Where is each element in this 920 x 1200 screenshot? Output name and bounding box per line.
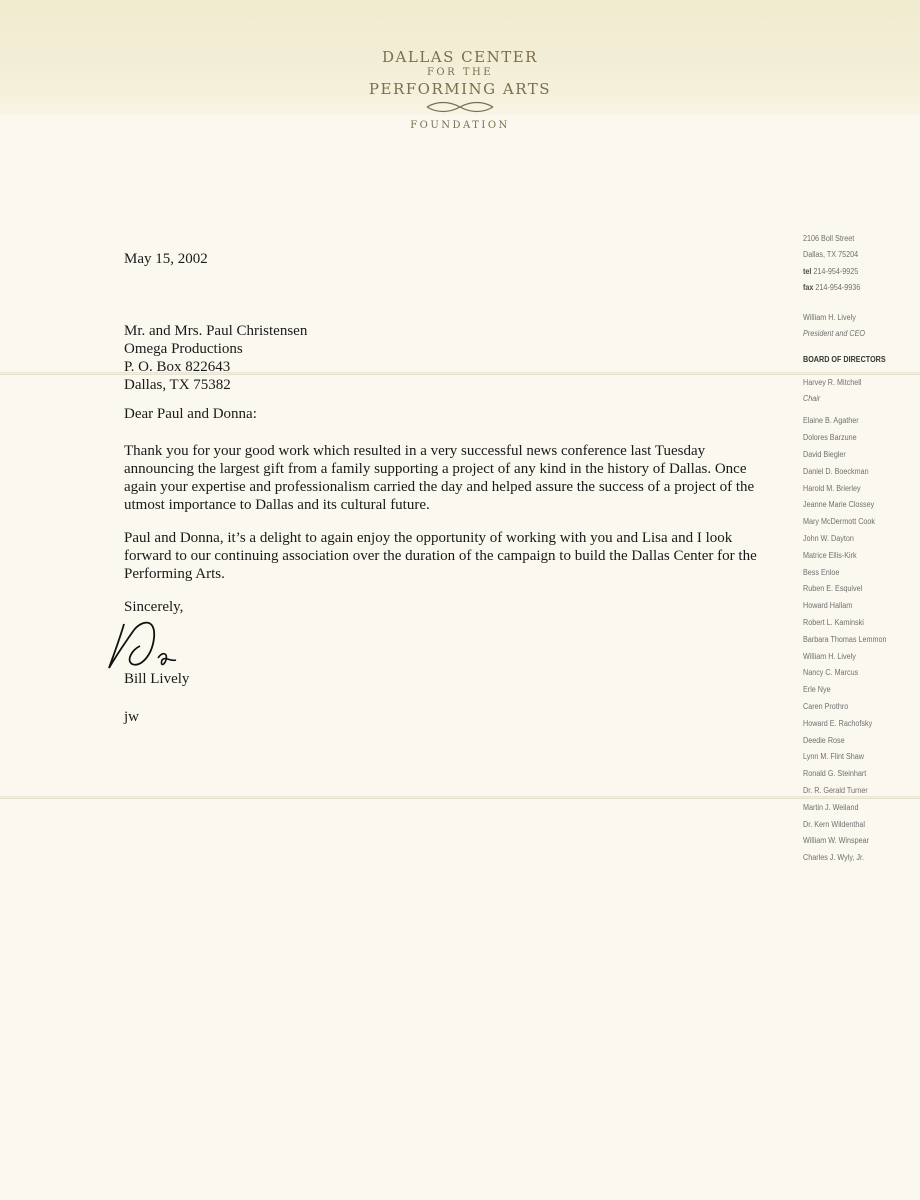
letterhead-line: FOR THE <box>426 67 494 78</box>
board-member-list <box>803 413 904 867</box>
sidebar-street: 2106 Boll Street <box>803 234 855 243</box>
body-paragraph: Paul and Donna, it’s a delight to again enjoy the opportunity of working with you and Lisa and I look forward to our continuing association over the duration of the campaign to build the Dallas Center for the Performing Arts. <box>124 530 757 582</box>
board-member: Howard E. Rachofsky <box>803 718 873 728</box>
letterhead-line: PERFORMING ARTS <box>368 80 552 98</box>
board-member: Ruben E. Esquivel <box>803 584 863 594</box>
board-member: Robert L. Kaminski <box>803 617 864 627</box>
board-member: Jeanne Marie Clossey <box>803 500 875 510</box>
board-member: Caren Prothro <box>803 701 849 711</box>
signer-name: Bill Lively <box>124 671 190 687</box>
letterhead-line: DALLAS CENTER <box>382 48 538 66</box>
sidebar-fax <box>803 280 904 296</box>
flourish-ornament-icon <box>425 100 495 114</box>
president-name: William H. Lively <box>803 313 856 323</box>
board-member: Bess Enloe <box>803 567 840 577</box>
board-heading: BOARD OF DIRECTORS <box>803 354 886 364</box>
board-member: Dr. R. Gerald Turner <box>803 785 868 795</box>
president-title: President and CEO <box>803 329 866 339</box>
board-member: John W. Dayton <box>803 533 854 543</box>
salutation: Dear Paul and Donna: <box>124 406 257 422</box>
chair-name: Harvey R. Mitchell <box>803 377 862 387</box>
board-member: Elaine B. Agather <box>803 416 859 426</box>
letterhead-sidebar <box>803 231 904 867</box>
paper-fold <box>0 796 920 799</box>
address-line: Dallas, TX 75382 <box>124 377 231 393</box>
board-member: William W. Winspear <box>803 836 870 846</box>
board-member: Daniel D. Boeckman <box>803 466 869 476</box>
address-line: P. O. Box 822643 <box>124 359 231 375</box>
address-line: Mr. and Mrs. Paul Christensen <box>124 323 308 339</box>
letter-date: May 15, 2002 <box>124 251 208 267</box>
fax-number: 214-954-9936 <box>815 282 861 292</box>
board-member: Dolores Barzune <box>803 433 857 443</box>
board-member: Erle Nye <box>803 685 831 695</box>
address-line: Omega Productions <box>124 341 243 357</box>
board-member: Mary McDermott Cook <box>803 517 876 527</box>
board-member: William H. Lively <box>803 651 856 661</box>
handwritten-signature <box>106 616 186 674</box>
board-member: Martin J. Weiland <box>803 802 859 812</box>
board-member: Barbara Thomas Lemmon <box>803 634 887 644</box>
letterhead <box>310 48 610 131</box>
board-member: David Biegler <box>803 449 846 459</box>
sidebar-city: Dallas, TX 75204 <box>803 250 859 260</box>
tel-label: tel <box>803 266 812 276</box>
body-paragraph: Thank you for your good work which resulted in a very successful news conference last Tuesday announcing the largest gift from a family supporting a project of any kind in the history of Dallas. Once again your expertise and professionalism carried the day and helped assure the success of a project of the utmost importance to Dallas and its cultural future. <box>124 443 755 513</box>
board-member: Nancy C. Marcus <box>803 668 859 678</box>
board-member: Lynn M. Flint Shaw <box>803 752 864 762</box>
board-member: Ronald G. Steinhart <box>803 769 867 779</box>
typist-initials: jw <box>124 709 139 725</box>
chair-title: Chair <box>803 394 821 404</box>
fax-label: fax <box>803 282 814 292</box>
board-member: Harold M. Brierley <box>803 483 861 493</box>
board-member: Dr. Kern Wildenthal <box>803 819 866 829</box>
board-member: Charles J. Wyly, Jr. <box>803 853 865 863</box>
board-member: Howard Hallam <box>803 601 853 611</box>
closing: Sincerely, <box>124 599 184 615</box>
board-member: Matrice Ellis-Kirk <box>803 550 857 560</box>
board-member: Deedie Rose <box>803 735 845 745</box>
recipient-address <box>124 322 307 394</box>
letterhead-foundation: FOUNDATION <box>410 120 510 131</box>
sidebar-tel <box>803 264 904 280</box>
tel-number: 214-954-9925 <box>813 266 859 276</box>
